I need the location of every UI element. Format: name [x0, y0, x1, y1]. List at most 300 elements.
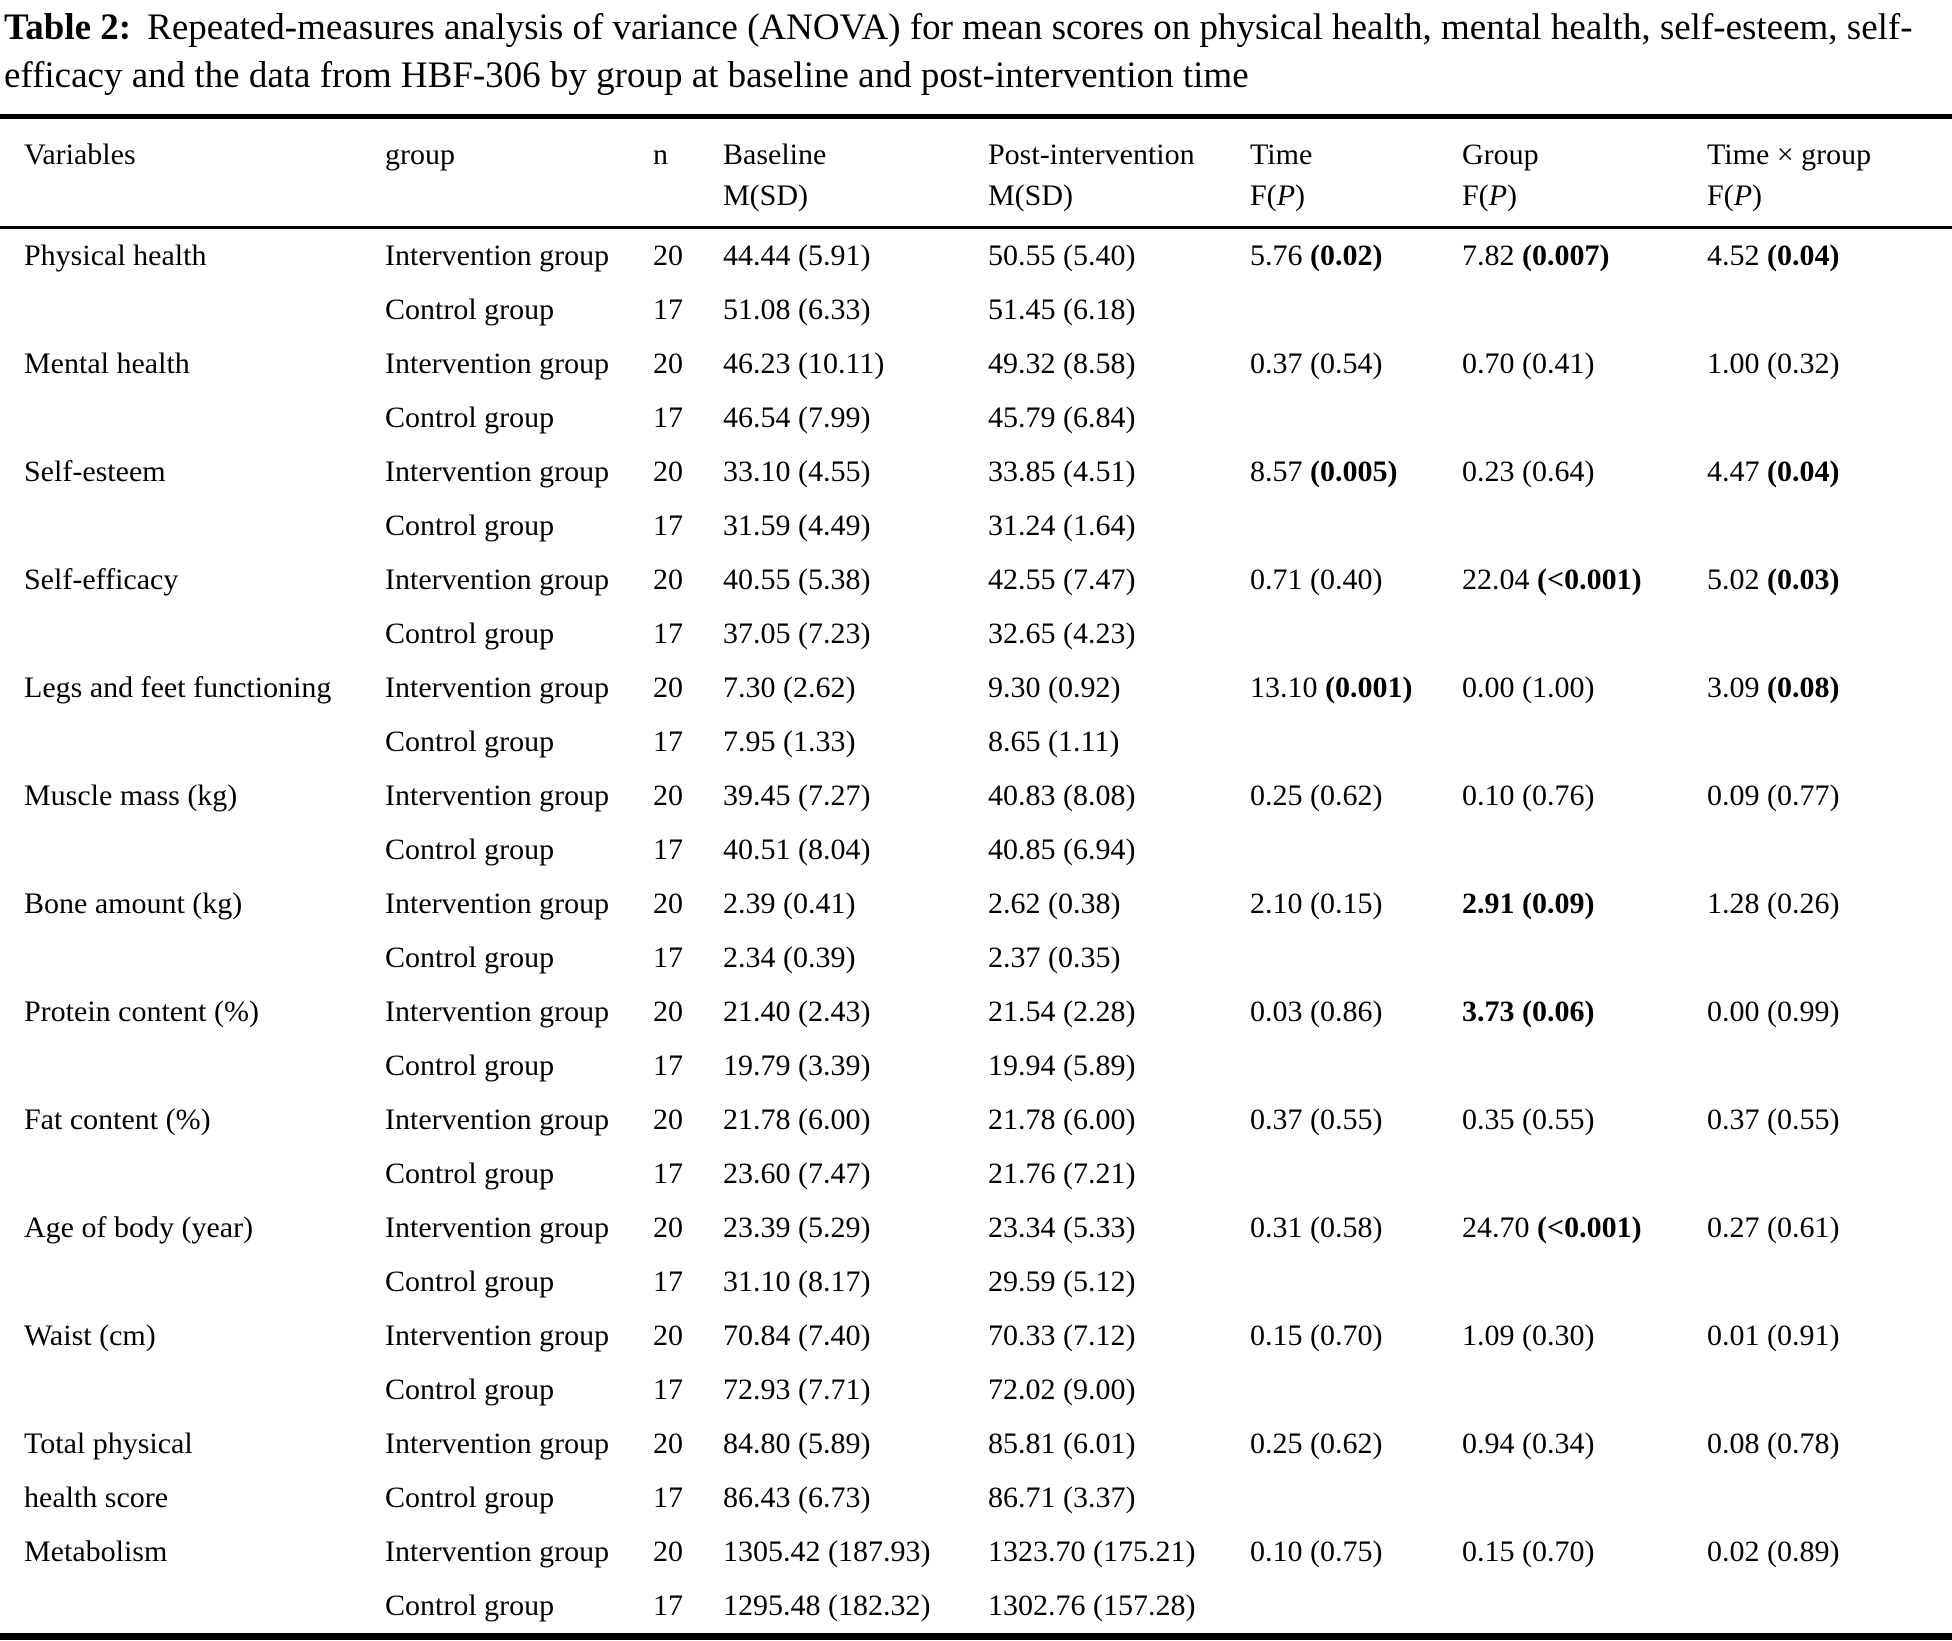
- variable-cell: [0, 1255, 385, 1309]
- post-cell: 2.37 (0.35): [988, 941, 1121, 975]
- f-value: 0.27: [1707, 1211, 1760, 1245]
- group-cell: Control group: [385, 1589, 555, 1623]
- group-stat-cell: [1462, 877, 1707, 931]
- table-row-control: [0, 391, 1952, 445]
- time-stat-cell: [1250, 228, 1462, 284]
- interaction-stat-cell: [1707, 607, 1952, 661]
- group-stat-cell: [1462, 715, 1707, 769]
- baseline-cell: 31.59 (4.49): [723, 509, 871, 543]
- table-row-control: [0, 823, 1952, 877]
- baseline-cell: 1305.42 (187.93): [723, 1535, 931, 1569]
- variable-cell: Physical health: [24, 239, 207, 273]
- interaction-stat-cell: [1707, 1255, 1952, 1309]
- p-value: (0.64): [1522, 455, 1595, 489]
- table-row-intervention: [0, 1201, 1952, 1255]
- f-value: 0.37: [1250, 347, 1303, 381]
- f-value: 7.82: [1462, 239, 1515, 273]
- interaction-stat-cell: [1707, 1039, 1952, 1093]
- baseline-cell: 7.30 (2.62): [723, 671, 856, 705]
- time-stat-cell: [1250, 715, 1462, 769]
- time-stat-cell: [1250, 283, 1462, 337]
- table-header: [0, 117, 1952, 228]
- p-value: (0.08): [1767, 671, 1840, 705]
- f-value: 8.57: [1250, 455, 1303, 489]
- group-cell: Intervention group: [385, 779, 610, 813]
- variable-cell: [0, 1147, 385, 1201]
- f-value: 4.52: [1707, 239, 1760, 273]
- n-cell: 17: [653, 833, 683, 867]
- f-value: 1.09: [1462, 1319, 1515, 1353]
- group-stat-cell: [1462, 1471, 1707, 1525]
- interaction-stat-cell: [1707, 553, 1952, 607]
- interaction-stat-cell: [1707, 715, 1952, 769]
- group-stat-cell: [1462, 337, 1707, 391]
- n-cell: 20: [653, 455, 683, 489]
- table-row-control: [0, 283, 1952, 337]
- p-value: (0.55): [1767, 1103, 1840, 1137]
- variable-cell: health score: [24, 1481, 169, 1515]
- baseline-cell: 2.39 (0.41): [723, 887, 856, 921]
- time-stat-cell: [1250, 823, 1462, 877]
- header-post-intervention-sub: M(SD): [988, 178, 1074, 212]
- f-value: 0.02: [1707, 1535, 1760, 1569]
- interaction-stat-cell: [1707, 228, 1952, 284]
- p-value: (0.30): [1522, 1319, 1595, 1353]
- table-row-intervention: [0, 661, 1952, 715]
- header-group-label: group: [385, 138, 455, 172]
- table-row-control: [0, 931, 1952, 985]
- group-cell: Intervention group: [385, 1535, 610, 1569]
- group-stat-cell: [1462, 1147, 1707, 1201]
- time-stat-cell: [1250, 1309, 1462, 1363]
- baseline-cell: 72.93 (7.71): [723, 1373, 871, 1407]
- p-value: (0.91): [1767, 1319, 1840, 1353]
- baseline-cell: 1295.48 (182.32): [723, 1589, 931, 1623]
- interaction-stat-cell: [1707, 499, 1952, 553]
- n-cell: 20: [653, 779, 683, 813]
- baseline-cell: 46.54 (7.99): [723, 401, 871, 435]
- baseline-cell: 23.60 (7.47): [723, 1157, 871, 1191]
- group-cell: Intervention group: [385, 1427, 610, 1461]
- time-stat-cell: [1250, 553, 1462, 607]
- time-stat-cell: [1250, 1201, 1462, 1255]
- group-stat-cell: [1462, 283, 1707, 337]
- group-cell: Control group: [385, 1373, 555, 1407]
- table-row-intervention: [0, 877, 1952, 931]
- baseline-cell: 39.45 (7.27): [723, 779, 871, 813]
- interaction-stat-cell: [1707, 1363, 1952, 1417]
- f-value: 0.09: [1707, 779, 1760, 813]
- post-cell: 45.79 (6.84): [988, 401, 1136, 435]
- post-cell: 51.45 (6.18): [988, 293, 1136, 327]
- post-cell: 49.32 (8.58): [988, 347, 1136, 381]
- p-value: (0.007): [1522, 239, 1610, 273]
- post-cell: 86.71 (3.37): [988, 1481, 1136, 1515]
- f-value: 0.25: [1250, 1427, 1303, 1461]
- anova-table: [0, 114, 1952, 1640]
- n-cell: 20: [653, 1211, 683, 1245]
- n-cell: 20: [653, 347, 683, 381]
- time-stat-cell: [1250, 1579, 1462, 1637]
- header-post-intervention-label: Post-intervention: [988, 138, 1195, 172]
- interaction-stat-cell: [1707, 985, 1952, 1039]
- n-cell: 20: [653, 995, 683, 1029]
- p-value: (0.40): [1310, 563, 1383, 597]
- f-value: 0.31: [1250, 1211, 1303, 1245]
- time-stat-cell: [1250, 1363, 1462, 1417]
- n-cell: 17: [653, 1481, 683, 1515]
- p-symbol: P: [1733, 178, 1753, 212]
- n-cell: 20: [653, 1427, 683, 1461]
- baseline-cell: 70.84 (7.40): [723, 1319, 871, 1353]
- baseline-cell: 23.39 (5.29): [723, 1211, 871, 1245]
- group-stat-cell: [1462, 391, 1707, 445]
- baseline-cell: 84.80 (5.89): [723, 1427, 871, 1461]
- f-value: 0.35: [1462, 1103, 1515, 1137]
- variable-cell: Waist (cm): [24, 1319, 156, 1353]
- p-value: (0.86): [1310, 995, 1383, 1029]
- n-cell: 20: [653, 239, 683, 273]
- post-cell: 70.33 (7.12): [988, 1319, 1136, 1353]
- f-value: 1.00: [1707, 347, 1760, 381]
- p-value: (0.41): [1522, 347, 1595, 381]
- f-value: 0.10: [1462, 779, 1515, 813]
- post-cell: 21.54 (2.28): [988, 995, 1136, 1029]
- header-variables-label: Variables: [24, 138, 136, 172]
- table-caption: [4, 4, 1942, 100]
- variable-cell: Fat content (%): [24, 1103, 211, 1137]
- n-cell: 17: [653, 509, 683, 543]
- group-cell: Intervention group: [385, 455, 610, 489]
- n-cell: 17: [653, 1265, 683, 1299]
- variable-cell: Legs and feet functioning: [24, 671, 332, 705]
- time-stat-cell: [1250, 1417, 1462, 1471]
- f-value: 0.23: [1462, 455, 1515, 489]
- variable-cell: [0, 607, 385, 661]
- post-cell: 2.62 (0.38): [988, 887, 1121, 921]
- group-stat-cell: [1462, 823, 1707, 877]
- group-cell: Control group: [385, 1157, 555, 1191]
- p-value: (0.55): [1310, 1103, 1383, 1137]
- p-value: (0.001): [1325, 671, 1413, 705]
- p-value: (0.70): [1522, 1535, 1595, 1569]
- variable-cell: [0, 1579, 385, 1637]
- post-cell: 33.85 (4.51): [988, 455, 1136, 489]
- group-stat-cell: [1462, 1201, 1707, 1255]
- f-value: 0.01: [1707, 1319, 1760, 1353]
- header-variables: [0, 117, 385, 228]
- table-body: [0, 228, 1952, 1637]
- time-stat-cell: [1250, 445, 1462, 499]
- variable-cell: Protein content (%): [24, 995, 259, 1029]
- table-row-control: [0, 1579, 1952, 1637]
- p-value: (1.00): [1522, 671, 1595, 705]
- f-value: 0.10: [1250, 1535, 1303, 1569]
- post-cell: 32.65 (4.23): [988, 617, 1136, 651]
- variable-cell: Bone amount (kg): [24, 887, 243, 921]
- header-time-x-group-label: Time × group: [1707, 138, 1872, 172]
- f-value: 5.02: [1707, 563, 1760, 597]
- f-value: 0.00: [1707, 995, 1760, 1029]
- baseline-cell: 51.08 (6.33): [723, 293, 871, 327]
- p-value: (0.89): [1767, 1535, 1840, 1569]
- group-stat-cell: [1462, 1417, 1707, 1471]
- header-group-effect-sub: F(P): [1462, 178, 1518, 212]
- variable-cell: [0, 715, 385, 769]
- variable-cell: [0, 1039, 385, 1093]
- header-baseline-sub: M(SD): [723, 178, 809, 212]
- time-stat-cell: [1250, 985, 1462, 1039]
- group-cell: Control group: [385, 1265, 555, 1299]
- interaction-stat-cell: [1707, 391, 1952, 445]
- interaction-stat-cell: [1707, 445, 1952, 499]
- f-value: 24.70: [1462, 1211, 1530, 1245]
- table-row-intervention: [0, 1525, 1952, 1579]
- time-stat-cell: [1250, 661, 1462, 715]
- interaction-stat-cell: [1707, 283, 1952, 337]
- table-row-control: [0, 1471, 1952, 1525]
- post-cell: 19.94 (5.89): [988, 1049, 1136, 1083]
- time-stat-cell: [1250, 499, 1462, 553]
- header-time-x-group: [1707, 117, 1952, 228]
- group-cell: Control group: [385, 293, 555, 327]
- header-group: [385, 117, 653, 228]
- table-row-control: [0, 1363, 1952, 1417]
- baseline-cell: 37.05 (7.23): [723, 617, 871, 651]
- group-cell: Intervention group: [385, 887, 610, 921]
- baseline-cell: 2.34 (0.39): [723, 941, 856, 975]
- post-cell: 29.59 (5.12): [988, 1265, 1136, 1299]
- variable-cell: Mental health: [24, 347, 190, 381]
- baseline-cell: 19.79 (3.39): [723, 1049, 871, 1083]
- p-value: (0.77): [1767, 779, 1840, 813]
- table-row-control: [0, 1039, 1952, 1093]
- n-cell: 17: [653, 1373, 683, 1407]
- f-value: 0.70: [1462, 347, 1515, 381]
- group-stat-cell: [1462, 985, 1707, 1039]
- p-value: (0.99): [1767, 995, 1840, 1029]
- n-cell: 20: [653, 887, 683, 921]
- group-cell: Control group: [385, 617, 555, 651]
- header-baseline-label: Baseline: [723, 138, 827, 172]
- group-stat-cell: [1462, 931, 1707, 985]
- baseline-cell: 7.95 (1.33): [723, 725, 856, 759]
- post-cell: 21.78 (6.00): [988, 1103, 1136, 1137]
- f-value: 0.94: [1462, 1427, 1515, 1461]
- p-value: (0.03): [1767, 563, 1840, 597]
- baseline-cell: 40.51 (8.04): [723, 833, 871, 867]
- n-cell: 20: [653, 671, 683, 705]
- baseline-cell: 21.40 (2.43): [723, 995, 871, 1029]
- n-cell: 20: [653, 1535, 683, 1569]
- n-cell: 17: [653, 617, 683, 651]
- group-cell: Intervention group: [385, 347, 610, 381]
- group-cell: Control group: [385, 833, 555, 867]
- variable-cell: [0, 1363, 385, 1417]
- table-row-intervention: [0, 337, 1952, 391]
- interaction-stat-cell: [1707, 1147, 1952, 1201]
- table-row-intervention: [0, 985, 1952, 1039]
- group-stat-cell: [1462, 769, 1707, 823]
- p-value: (0.32): [1767, 347, 1840, 381]
- header-time-label: Time: [1250, 138, 1313, 172]
- table-row-intervention: [0, 228, 1952, 284]
- interaction-stat-cell: [1707, 661, 1952, 715]
- interaction-stat-cell: [1707, 1309, 1952, 1363]
- header-row: [0, 117, 1952, 228]
- f-value: 2.10: [1250, 887, 1303, 921]
- post-cell: 21.76 (7.21): [988, 1157, 1136, 1191]
- p-value: (0.58): [1310, 1211, 1383, 1245]
- time-stat-cell: [1250, 607, 1462, 661]
- f-value: 0.37: [1707, 1103, 1760, 1137]
- interaction-stat-cell: [1707, 1525, 1952, 1579]
- p-value: (0.62): [1310, 1427, 1383, 1461]
- f-value: 0.00: [1462, 671, 1515, 705]
- group-stat-cell: [1462, 1309, 1707, 1363]
- p-value: (0.09): [1522, 887, 1595, 921]
- group-stat-cell: [1462, 228, 1707, 284]
- header-time: [1250, 117, 1462, 228]
- interaction-stat-cell: [1707, 877, 1952, 931]
- header-time-sub: F(P): [1250, 178, 1306, 212]
- group-cell: Control group: [385, 509, 555, 543]
- p-value: (0.04): [1767, 239, 1840, 273]
- group-cell: Intervention group: [385, 671, 610, 705]
- group-stat-cell: [1462, 661, 1707, 715]
- n-cell: 17: [653, 941, 683, 975]
- baseline-cell: 31.10 (8.17): [723, 1265, 871, 1299]
- n-cell: 17: [653, 1157, 683, 1191]
- time-stat-cell: [1250, 1525, 1462, 1579]
- variable-cell: Muscle mass (kg): [24, 779, 238, 813]
- f-value: 0.03: [1250, 995, 1303, 1029]
- group-stat-cell: [1462, 1525, 1707, 1579]
- group-stat-cell: [1462, 1039, 1707, 1093]
- p-value: (0.26): [1767, 887, 1840, 921]
- n-cell: 17: [653, 293, 683, 327]
- post-cell: 42.55 (7.47): [988, 563, 1136, 597]
- table-caption-text: Repeated-measures analysis of variance (ANOVA) for mean scores on physical health, mental health, self-esteem, self-efficacy and the data from HBF-306 by group at baseline and post-intervention time: [4, 7, 1913, 97]
- p-value: (0.70): [1310, 1319, 1383, 1353]
- table-row-intervention: [0, 553, 1952, 607]
- f-value: 0.15: [1462, 1535, 1515, 1569]
- variable-cell: [0, 931, 385, 985]
- table-row-intervention: [0, 1309, 1952, 1363]
- f-value: 3.73: [1462, 995, 1515, 1029]
- group-stat-cell: [1462, 553, 1707, 607]
- p-value: (0.78): [1767, 1427, 1840, 1461]
- baseline-cell: 86.43 (6.73): [723, 1481, 871, 1515]
- group-cell: Intervention group: [385, 239, 610, 273]
- post-cell: 1302.76 (157.28): [988, 1589, 1196, 1623]
- variable-cell: Age of body (year): [24, 1211, 254, 1245]
- f-value: 0.37: [1250, 1103, 1303, 1137]
- post-cell: 72.02 (9.00): [988, 1373, 1136, 1407]
- group-stat-cell: [1462, 445, 1707, 499]
- p-value: (0.55): [1522, 1103, 1595, 1137]
- baseline-cell: 46.23 (10.11): [723, 347, 885, 381]
- post-cell: 9.30 (0.92): [988, 671, 1121, 705]
- group-cell: Control group: [385, 941, 555, 975]
- table-row-control: [0, 715, 1952, 769]
- time-stat-cell: [1250, 1039, 1462, 1093]
- p-value: (<0.001): [1537, 1211, 1642, 1245]
- f-value: 5.76: [1250, 239, 1303, 273]
- p-symbol: P: [1488, 178, 1508, 212]
- interaction-stat-cell: [1707, 1471, 1952, 1525]
- variable-cell: Total physical: [24, 1427, 193, 1461]
- group-stat-cell: [1462, 1093, 1707, 1147]
- p-value: (0.02): [1310, 239, 1383, 273]
- p-value: (0.61): [1767, 1211, 1840, 1245]
- p-value: (0.06): [1522, 995, 1595, 1029]
- post-cell: 1323.70 (175.21): [988, 1535, 1196, 1569]
- interaction-stat-cell: [1707, 1579, 1952, 1637]
- header-post-intervention: [988, 117, 1250, 228]
- group-cell: Control group: [385, 725, 555, 759]
- header-baseline: [723, 117, 988, 228]
- interaction-stat-cell: [1707, 931, 1952, 985]
- baseline-cell: 44.44 (5.91): [723, 239, 871, 273]
- group-cell: Control group: [385, 1049, 555, 1083]
- header-group-effect: [1462, 117, 1707, 228]
- time-stat-cell: [1250, 769, 1462, 823]
- time-stat-cell: [1250, 1147, 1462, 1201]
- group-cell: Intervention group: [385, 563, 610, 597]
- header-time-x-group-sub: F(P): [1707, 178, 1763, 212]
- time-stat-cell: [1250, 337, 1462, 391]
- p-value: (<0.001): [1537, 563, 1642, 597]
- time-stat-cell: [1250, 877, 1462, 931]
- p-value: (0.04): [1767, 455, 1840, 489]
- header-n: [653, 117, 723, 228]
- n-cell: 17: [653, 401, 683, 435]
- post-cell: 31.24 (1.64): [988, 509, 1136, 543]
- n-cell: 20: [653, 1103, 683, 1137]
- table-row-control: [0, 1147, 1952, 1201]
- table-row-intervention: [0, 445, 1952, 499]
- table-row-control: [0, 607, 1952, 661]
- interaction-stat-cell: [1707, 823, 1952, 877]
- interaction-stat-cell: [1707, 1093, 1952, 1147]
- table-row-control: [0, 499, 1952, 553]
- table-row-intervention: [0, 1093, 1952, 1147]
- post-cell: 8.65 (1.11): [988, 725, 1120, 759]
- group-stat-cell: [1462, 1579, 1707, 1637]
- f-value: 22.04: [1462, 563, 1530, 597]
- post-cell: 40.83 (8.08): [988, 779, 1136, 813]
- f-value: 2.91: [1462, 887, 1515, 921]
- post-cell: 23.34 (5.33): [988, 1211, 1136, 1245]
- table-caption-label: Table 2:: [4, 7, 132, 48]
- group-stat-cell: [1462, 499, 1707, 553]
- f-value: 0.08: [1707, 1427, 1760, 1461]
- post-cell: 85.81 (6.01): [988, 1427, 1136, 1461]
- post-cell: 40.85 (6.94): [988, 833, 1136, 867]
- baseline-cell: 40.55 (5.38): [723, 563, 871, 597]
- time-stat-cell: [1250, 1093, 1462, 1147]
- p-value: (0.75): [1310, 1535, 1383, 1569]
- variable-cell: [0, 823, 385, 877]
- n-cell: 20: [653, 563, 683, 597]
- group-cell: Intervention group: [385, 995, 610, 1029]
- header-group-effect-label: Group: [1462, 138, 1539, 172]
- time-stat-cell: [1250, 1471, 1462, 1525]
- group-stat-cell: [1462, 1255, 1707, 1309]
- p-value: (0.62): [1310, 779, 1383, 813]
- interaction-stat-cell: [1707, 337, 1952, 391]
